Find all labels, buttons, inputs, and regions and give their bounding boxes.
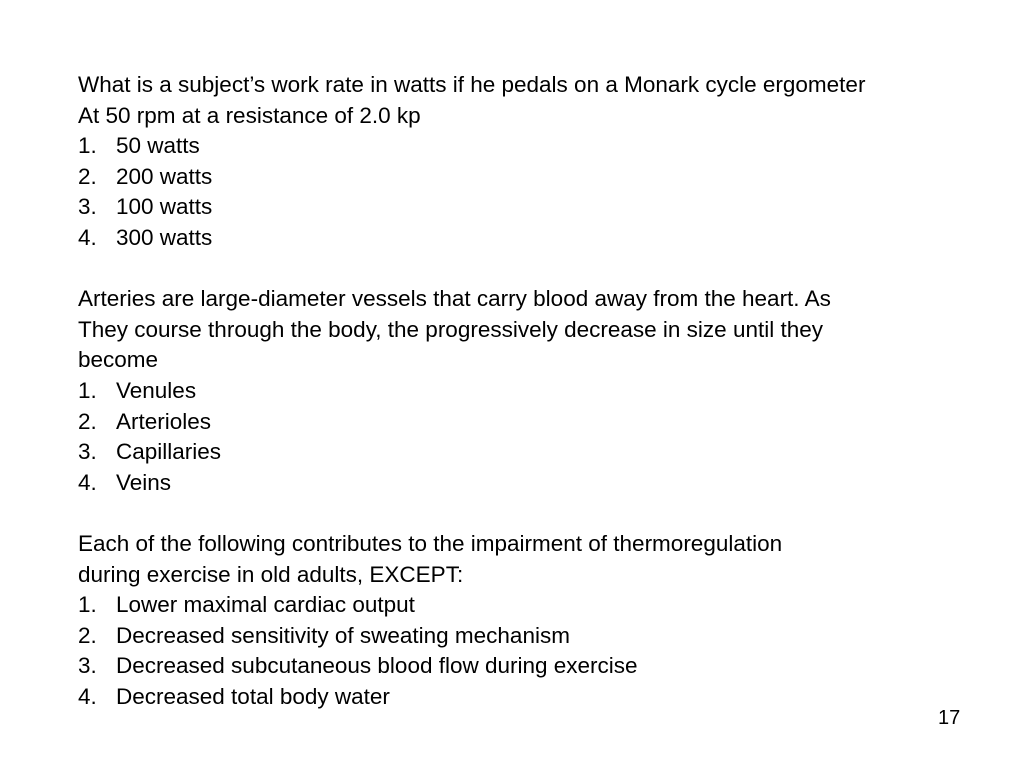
option-number: 3.	[78, 439, 97, 465]
question-stem	[78, 529, 1008, 590]
option-text: 50 watts	[116, 133, 200, 159]
stem-line: They course through the body, the progressively decrease in size until they	[78, 316, 823, 342]
answer-option	[78, 651, 1008, 682]
answer-option	[78, 437, 1008, 468]
option-text: 300 watts	[116, 224, 213, 250]
answer-option	[78, 162, 1008, 193]
option-number: 2.	[78, 163, 97, 189]
option-text: Decreased sensitivity of sweating mechanism	[116, 622, 570, 648]
stem-line: Each of the following contributes to the impairment of thermoregulation	[78, 530, 783, 556]
answer-options	[78, 131, 1008, 253]
stem-line: during exercise in old adults, EXCEPT:	[78, 561, 464, 587]
answer-option	[78, 407, 1008, 438]
option-text: Decreased total body water	[116, 683, 390, 709]
question-2	[78, 284, 1008, 498]
option-number: 1.	[78, 377, 97, 403]
option-number: 4.	[78, 224, 97, 250]
option-number: 1.	[78, 592, 97, 618]
option-text: Veins	[116, 469, 172, 495]
answer-option	[78, 682, 1008, 713]
option-text: Lower maximal cardiac output	[116, 592, 415, 618]
option-text: Decreased subcutaneous blood flow during exercise	[116, 653, 638, 679]
answer-option	[78, 590, 1008, 621]
option-number: 3.	[78, 653, 97, 679]
question-3	[78, 529, 1008, 713]
option-number: 2.	[78, 622, 97, 648]
answer-option	[78, 621, 1008, 652]
question-stem	[78, 284, 1008, 376]
stem-line: become	[78, 347, 159, 373]
option-text: Arterioles	[116, 408, 212, 434]
answer-option	[78, 131, 1008, 162]
option-number: 1.	[78, 133, 97, 159]
stem-line: At 50 rpm at a resistance of 2.0 kp	[78, 102, 421, 128]
slide-content	[78, 70, 1008, 712]
answer-options	[78, 590, 1008, 712]
option-number: 2.	[78, 408, 97, 434]
question-1	[78, 70, 1008, 254]
stem-line: What is a subject’s work rate in watts if he pedals on a Monark cycle ergometer	[78, 72, 866, 97]
page-number: 17	[938, 707, 961, 729]
option-text: 200 watts	[116, 163, 213, 189]
question-stem	[78, 70, 1008, 131]
answer-option	[78, 468, 1008, 499]
answer-option	[78, 223, 1008, 254]
answer-option	[78, 192, 1008, 223]
option-text: 100 watts	[116, 194, 213, 220]
option-number: 4.	[78, 469, 97, 495]
option-text: Venules	[116, 377, 197, 403]
option-number: 3.	[78, 194, 97, 220]
option-text: Capillaries	[116, 439, 222, 465]
stem-line: Arteries are large-diameter vessels that carry blood away from the heart. As	[78, 286, 831, 312]
answer-option	[78, 376, 1008, 407]
option-number: 4.	[78, 683, 97, 709]
answer-options	[78, 376, 1008, 498]
